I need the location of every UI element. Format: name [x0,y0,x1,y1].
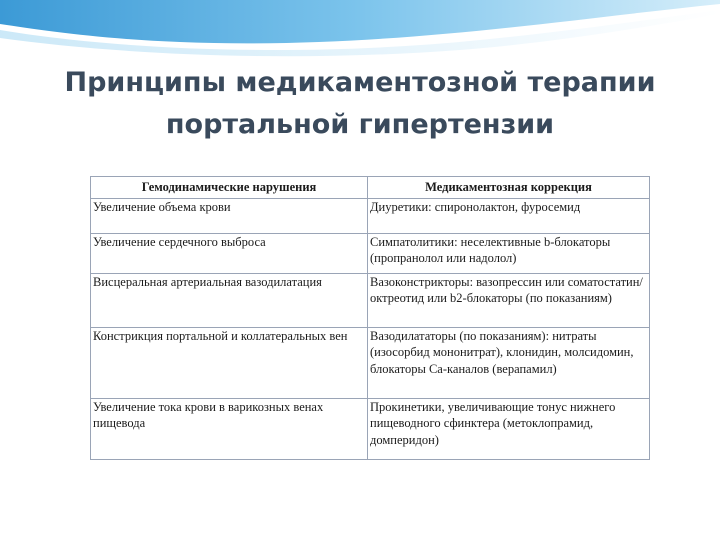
table-row [91,233,650,273]
table-cell-disorder: Увеличение тока крови в варикозных венах пищевода [91,398,368,459]
table-cell-disorder: Констрикция портальной и коллатеральных вен [91,327,368,398]
slide-title [20,62,700,146]
table-cell-disorder: Висцеральная артериальная вазодилатация [91,273,368,327]
table-cell-correction: Вазоконстрикторы: вазопрессин или соматостатин/октреотид или b2-блокаторы (по показаниям) [368,273,650,327]
header-wave-decoration [0,0,720,60]
header-hemodynamic-disorders: Гемодинамические нарушения [91,177,368,199]
table-row [91,327,650,398]
table-row [91,273,650,327]
table-cell-correction: Прокинетики, увеличивающие тонус нижнего пищеводного сфинктера (метоклопрамид, домперидон) [368,398,650,459]
table-row [91,198,650,233]
table-cell-disorder: Увеличение объема крови [91,198,368,233]
slide-title-line-1: Принципы медикаментозной терапии [64,67,656,98]
table-cell-correction: Вазодилататоры (по показаниям): нитраты (изосорбид мононитрат), клонидин, молсидомин, блокаторы Са-каналов (верапамил) [368,327,650,398]
therapy-table [90,176,650,460]
table-header-row [91,177,650,199]
slide-title-line-2: портальной гипертензии [165,109,555,140]
table-cell-disorder: Увеличение сердечного выброса [91,233,368,273]
header-drug-correction: Медикаментозная коррекция [368,177,650,199]
table-row [91,398,650,459]
table-cell-correction: Диуретики: спиронолактон, фуросемид [368,198,650,233]
table-cell-correction: Симпатолитики: неселективные b-блокаторы (пропранолол или надолол) [368,233,650,273]
